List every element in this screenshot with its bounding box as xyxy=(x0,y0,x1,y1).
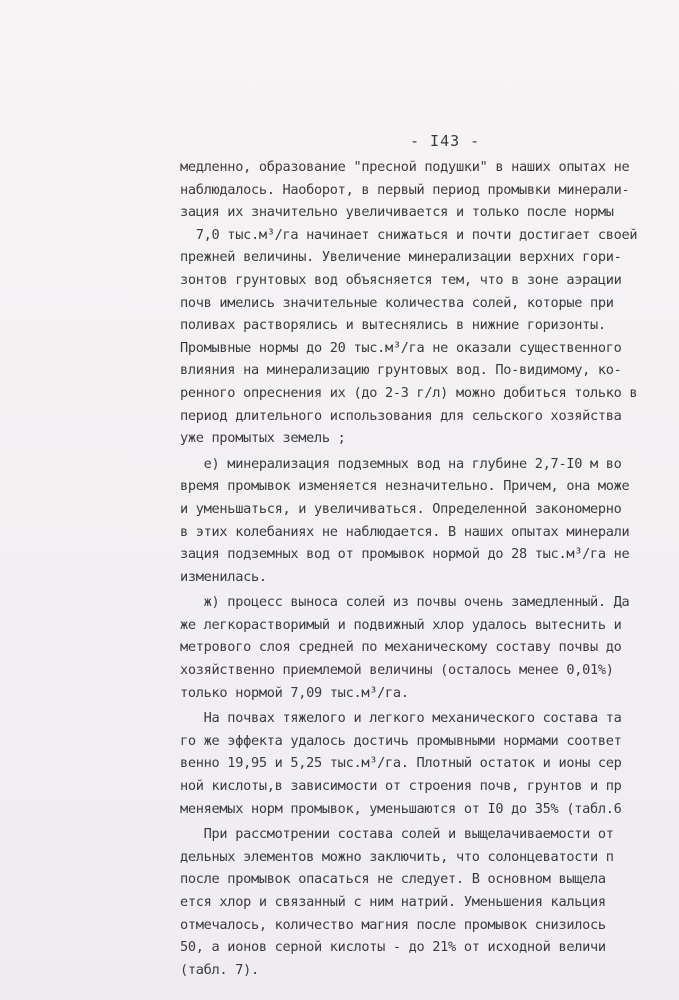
text-line: почв имелись значительные количества солей, которые при xyxy=(180,294,614,311)
text-line: наблюдалось. Наоборот, в первый период промывки минерали- xyxy=(180,181,630,198)
text-line: отмечалось, количество магния после промывок снизилось xyxy=(180,916,606,933)
text-line: При рассмотрении состава солей и выщелачиваемости от xyxy=(180,826,614,843)
text-line: только нормой 7,09 тыс.м³/га. xyxy=(180,684,409,701)
text-line: медленно, образование "пресной подушки" в наших опытах не xyxy=(180,159,630,175)
paragraph-5 xyxy=(180,823,660,981)
text-line: период длительного использования для сельского хозяйства xyxy=(180,407,622,424)
text-line: зонтов грунтовых вод объясняется тем, что в зоне аэрации xyxy=(180,271,622,288)
paragraph-2 xyxy=(180,453,660,589)
text-line: уже промытых земель ; xyxy=(180,430,346,447)
text-line: и уменьшаться, и увеличиваться. Определенной закономерно xyxy=(180,500,622,517)
text-line: венно 19,95 и 5,25 тыс.м³/га. Плотный остаток и ионы сер xyxy=(180,755,622,772)
text-line: метрового слоя средней по механическому составу почвы до xyxy=(180,639,622,656)
text-line: в этих колебаниях не наблюдается. В наших опытах минерали xyxy=(180,523,630,540)
paragraph-4 xyxy=(180,707,660,820)
text-line: ж) процесс выноса солей из почвы очень замедленный. Да xyxy=(180,594,630,611)
text-line: поливах растворялись и вытеснялись в нижние горизонты. xyxy=(180,317,606,334)
paragraph-1 xyxy=(180,156,660,450)
text-line: На почвах тяжелого и легкого механического состава та xyxy=(180,710,622,727)
text-line: хозяйственно приемлемой величины (осталось менее 0,01%) xyxy=(180,662,614,679)
text-line: ной кислоты,в зависимости от строения почв, грунтов и пр xyxy=(180,778,622,795)
paragraph-3 xyxy=(180,591,660,704)
text-line: зация их значительно увеличивается и только после нормы xyxy=(180,204,614,221)
text-line: же легкорастворимый и подвижный хлор удалось вытеснить и xyxy=(180,616,622,633)
text-line: е) минерализация подземных вод на глубине 2,7-I0 м во xyxy=(180,455,622,472)
text-line: влияния на минерализацию грунтовых вод. По-видимому, ко- xyxy=(180,362,622,379)
text-line: изменилась. xyxy=(180,568,267,585)
text-line: ренного опреснения их (до 2-3 г/л) можно добиться только в xyxy=(180,384,638,401)
text-line: 7,0 тыс.м³/га начинает снижаться и почти достигает своей xyxy=(180,226,638,243)
text-line: прежней величины. Увеличение минерализации верхних гори- xyxy=(180,249,622,266)
text-line: 50, а ионов серной кислоты - до 21% от исходной величи xyxy=(180,939,606,956)
body-text xyxy=(180,156,660,981)
text-line: ется хлор и связанный с ним натрий. Уменьшения кальция xyxy=(180,894,606,910)
text-line: после промывок опасаться не следует. В основном выщела xyxy=(180,871,606,888)
text-line: меняемых норм промывок, уменьшаются от I0 до 35% (табл.6 xyxy=(180,800,622,817)
text-line: время промывок изменяется незначительно. Причем, она може xyxy=(180,478,630,495)
text-line: дельных элементов можно заключить, что солонцеватости п xyxy=(180,848,614,865)
page-number: - I43 - xyxy=(410,132,481,150)
text-line: Промывные нормы до 20 тыс.м³/га не оказали существенного xyxy=(180,339,622,356)
text-line: зация подземных вод от промывок нормой до 28 тыс.м³/га не xyxy=(180,546,630,563)
text-line: (табл. 7). xyxy=(180,961,259,978)
text-line: го же эффекта удалось достичь промывными нормами соответ xyxy=(180,732,622,749)
